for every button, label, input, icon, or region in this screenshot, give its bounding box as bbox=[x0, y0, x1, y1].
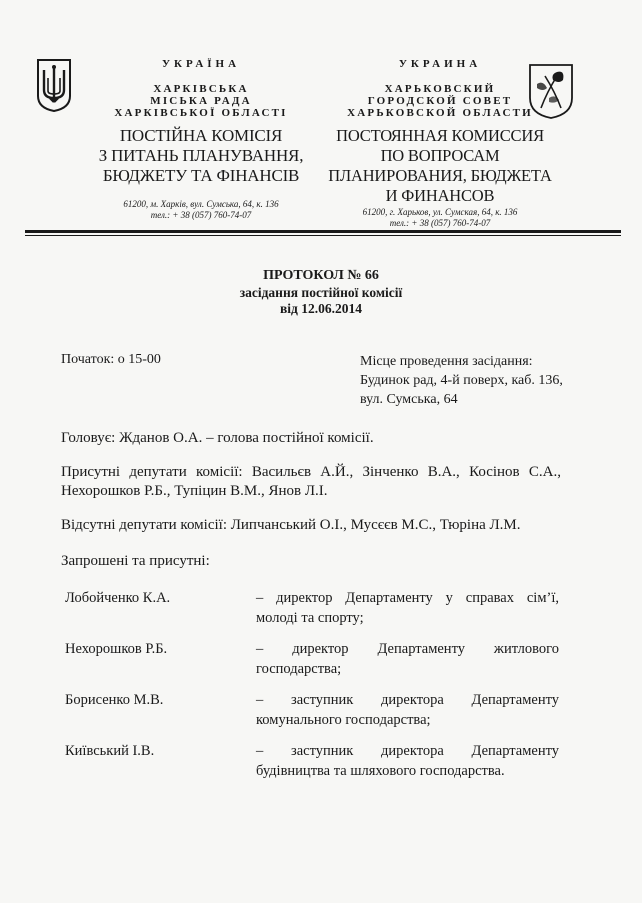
address-ua bbox=[82, 199, 320, 221]
protocol-number: ПРОТОКОЛ № 66 bbox=[263, 268, 379, 283]
invitee-role-line: – директор Департаменту житлового bbox=[256, 641, 559, 657]
present-deputies bbox=[61, 463, 561, 501]
invitee-role bbox=[256, 741, 559, 781]
council-name-ua bbox=[82, 83, 320, 119]
postal-address: 61200, г. Харьков, ул. Сумская, 64, к. 136 bbox=[362, 207, 518, 217]
invitee-row bbox=[0, 588, 642, 628]
venue-line: Будинок рад, 4-й поверх, каб. 136, bbox=[360, 373, 563, 388]
commission-name-ua bbox=[82, 126, 320, 186]
invitee-row bbox=[0, 690, 642, 730]
present-deputies-line: Присутні депутати комісії: Васильєв А.Й., Зінченко В.А., Косінов С.А., bbox=[61, 464, 561, 480]
phone-number: тел.: + 38 (057) 760-74-07 bbox=[389, 218, 491, 228]
postal-address: 61200, м. Харків, вул. Сумська, 64, к. 136 bbox=[123, 199, 279, 209]
invitee-name: Борисенко М.В. bbox=[65, 692, 164, 708]
council-line: ХАРЬКОВСКИЙ bbox=[384, 83, 496, 95]
invitee-role-line: – заступник директора Департаменту bbox=[256, 743, 559, 759]
commission-line: И ФИНАНСОВ bbox=[385, 186, 495, 205]
absent-deputies: Відсутні депутати комісії: Липчанський О.І., Мусєєв М.С., Тюріна Л.М. bbox=[61, 517, 521, 533]
invitee-role bbox=[256, 588, 559, 628]
invitee-role bbox=[256, 690, 559, 730]
ukraine-trident-coat-of-arms-icon bbox=[36, 58, 72, 112]
venue-line: Місце проведення засідання: bbox=[360, 354, 533, 369]
country-name-ua: УКРАЇНА bbox=[161, 58, 241, 70]
meeting-venue bbox=[360, 352, 563, 409]
commission-line: З ПИТАНЬ ПЛАНУВАННЯ, bbox=[98, 146, 304, 165]
present-deputies-line: Нехорошков Р.Б., Тупіцин В.М., Янов Л.І. bbox=[61, 483, 328, 499]
council-line: ХАРЬКОВСКОЙ ОБЛАСТИ bbox=[347, 107, 533, 119]
document-title bbox=[0, 267, 642, 317]
meeting-date: від 12.06.2014 bbox=[280, 301, 362, 316]
commission-line: БЮДЖЕТУ ТА ФІНАНСІВ bbox=[102, 166, 300, 185]
commission-line: ПОСТІЙНА КОМІСІЯ bbox=[119, 126, 283, 145]
invitee-role-line: – директор Департаменту у справах сім’ї, bbox=[256, 590, 559, 606]
start-time: Початок: о 15-00 bbox=[61, 352, 161, 367]
commission-line: ПЛАНИРОВАНИЯ, БЮДЖЕТА bbox=[328, 166, 552, 185]
invitee-role-line: – заступник директора Департаменту bbox=[256, 692, 559, 708]
phone-number: тел.: + 38 (057) 760-74-07 bbox=[150, 210, 252, 220]
invitee-role-line: господарства; bbox=[256, 661, 342, 677]
commission-line: ПО ВОПРОСАМ bbox=[380, 146, 500, 165]
council-line: ГОРОДСКОЙ СОВЕТ bbox=[367, 95, 513, 107]
venue-line: вул. Сумська, 64 bbox=[360, 392, 458, 407]
invitee-role-line: молоді та спорту; bbox=[256, 610, 364, 626]
header-divider-thin bbox=[25, 235, 621, 236]
header-divider-thick bbox=[25, 230, 621, 233]
address-ru bbox=[318, 207, 562, 229]
invitee-role-line: комунального господарства; bbox=[256, 712, 431, 728]
invitee-row bbox=[0, 741, 642, 781]
council-name-ru bbox=[318, 83, 562, 119]
invitee-name: Нехорошков Р.Б. bbox=[65, 641, 168, 657]
meeting-subtitle: засідання постійної комісії bbox=[239, 285, 403, 300]
commission-name-ru bbox=[318, 126, 562, 206]
invitee-role bbox=[256, 639, 559, 679]
council-line: ХАРКІВСЬКА bbox=[153, 83, 249, 95]
country-name-ru: УКРАИНА bbox=[398, 58, 482, 70]
invitee-row bbox=[0, 639, 642, 679]
invitee-name: Київський І.В. bbox=[65, 743, 155, 759]
invitee-name: Лобойченко К.А. bbox=[65, 590, 171, 606]
invitee-role-line: будівництва та шляхового господарства. bbox=[256, 763, 505, 779]
council-line: МІСЬКА РАДА bbox=[150, 95, 252, 107]
invited-heading: Запрошені та присутні: bbox=[61, 553, 210, 569]
chairperson: Головує: Жданов О.А. – голова постійної комісії. bbox=[61, 430, 374, 446]
commission-line: ПОСТОЯННАЯ КОМИССИЯ bbox=[336, 126, 544, 145]
council-line: ХАРКІВСЬКОЇ ОБЛАСТІ bbox=[114, 107, 288, 119]
